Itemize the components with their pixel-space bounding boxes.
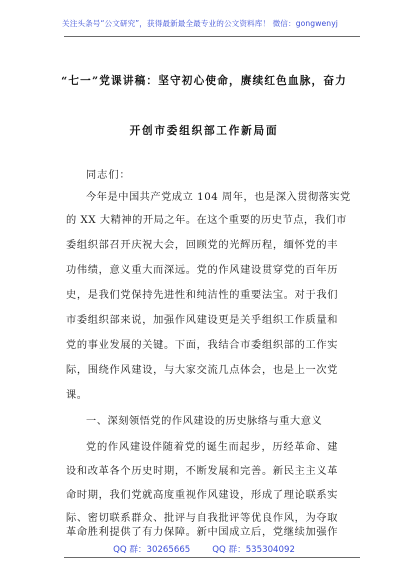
header-divider [64,36,360,37]
body-line: 命时期，我们党就高度重视作风建设，形成了理论联系实 [66,490,338,501]
body-line: 的 XX 大精神的开局之年。在这个重要的历史节点，我们市 [66,215,347,226]
body-line: 今年是中国共产党成立 104 周年，也是深入贯彻落实党 [86,192,351,203]
document-title-line-2: 开创市委组织部工作新局面 [129,125,279,137]
body-line: 际、密切联系群众、批评与自我批评等优良作风，为夺取 [66,513,338,524]
salutation: 同志们： [86,170,131,181]
body-line: 革命胜利提供了有力保障。新中国成立后，党继续加强作 [66,527,338,538]
footer-qq-group-1: QQ 群：30265665 [113,545,191,555]
footer-divider [64,557,360,558]
body-line: 功伟绩，意义重大而深远。党的作风建设贯穿党的百年历 [66,265,338,276]
footer-qq-group-2: QQ 群：535304092 [212,545,295,555]
header-promo-text: 关注头条号“公文研究”，获得最新最全最专业的公文资料库！ 微信：gongwenyj [62,19,338,28]
body-line: 党的作风建设伴随着党的诞生而起步，历经革命、建 [86,442,338,453]
footer-qq-groups [0,543,408,555]
document-title-line-1: “七一”党课讲稿：坚守初心使命，赓续红色血脉，奋力 [61,75,347,87]
body-line: 委组织部召开庆祝大会，回顾党的光辉历程，缅怀党的丰 [66,240,338,251]
body-line: 课。 [66,390,88,401]
body-line: 党的事业发展的关键。下面，我结合市委组织部的工作实 [66,340,338,351]
body-line: 际，围绕作风建设，与大家交流几点体会，也是上一次党 [66,365,338,376]
section-heading: 一、深刻领悟党的作风建设的历史脉络与重大意义 [86,416,323,427]
body-line: 设和改革各个历史时期，不断发展和完善。新民主主义革 [66,466,338,477]
body-line: 史，是我们党保持先进性和纯洁性的重要法宝。对于我们 [66,290,338,301]
body-line: 市委组织部来说，加强作风建设更是关乎组织工作质量和 [66,315,338,326]
